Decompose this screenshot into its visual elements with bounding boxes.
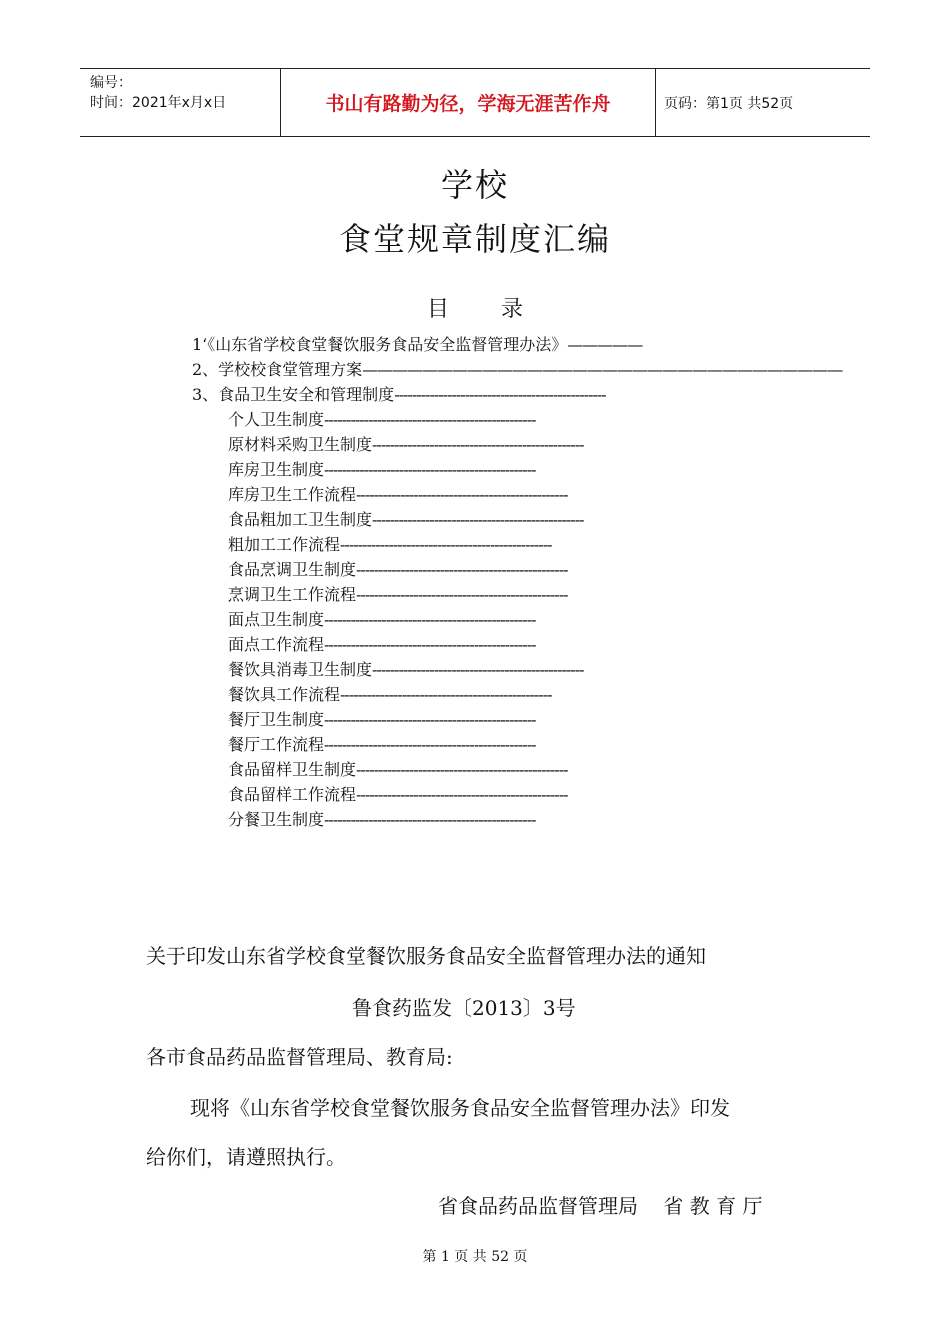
toc-item-leader: ------------------------------------------------ (372, 510, 584, 529)
toc-item[interactable] (228, 558, 762, 582)
toc-item[interactable] (228, 758, 754, 782)
toc-item[interactable] (228, 508, 762, 532)
toc-item-label: 库房卫生制度 (228, 460, 325, 479)
toc-item-label: 2、学校校食堂管理方案 (192, 360, 363, 379)
toc-item-label: 烹调卫生工作流程 (228, 585, 357, 604)
toc-item-label: 3、食品卫生安全和管理制度 (192, 385, 395, 404)
toc-item[interactable] (228, 433, 762, 457)
toc-item[interactable] (228, 808, 754, 832)
toc-item-leader: ------------------------------------------------ (372, 660, 584, 679)
toc-item-leader: ------------------------------------------------ (324, 710, 536, 729)
toc-item[interactable] (228, 408, 762, 432)
toc-item-leader: ------------------------------------------------ (340, 535, 552, 554)
toc-item-leader: ————— (567, 335, 643, 354)
page-footer: 第 1 页 共 52 页 (422, 1249, 528, 1265)
toc-item-label: 库房卫生工作流程 (228, 485, 357, 504)
toc-item[interactable] (228, 708, 754, 732)
toc-item-label: 粗加工工作流程 (228, 535, 341, 554)
notice-recipients: 各市食品药品监督管理局、教育局: (146, 1045, 453, 1069)
toc-item[interactable] (228, 458, 762, 482)
document-date: 时间：2021年x月x日 (90, 95, 227, 111)
toc-item[interactable] (192, 383, 768, 407)
toc-item[interactable] (228, 783, 754, 807)
toc-item-leader: ------------------------------------------------ (324, 635, 536, 654)
toc-item[interactable] (228, 633, 754, 657)
notice-body-line1: 现将《山东省学校食堂餐饮服务食品安全监督管理办法》印发 (190, 1096, 730, 1120)
document-title-line2: 食堂规章制度汇编 (338, 220, 611, 258)
toc-item-label: 食品留样工作流程 (228, 785, 357, 804)
header-meta (80, 69, 280, 136)
toc-item[interactable] (228, 608, 754, 632)
toc-item-label: 分餐卫生制度 (228, 810, 325, 829)
toc-item-label: 餐厅工作流程 (228, 735, 325, 754)
notice-title: 关于印发山东省学校食堂餐饮服务食品安全监督管理办法的通知 (146, 944, 706, 968)
toc-item[interactable] (228, 658, 754, 682)
toc-item-leader: ------------------------------------------------ (372, 435, 584, 454)
toc-item-leader: ------------------------------------------------ (324, 810, 536, 829)
notice-doc-number: 鲁食药监发〔2013〕3号 (352, 996, 576, 1020)
toc-item[interactable] (228, 583, 754, 607)
toc-item[interactable] (192, 358, 843, 382)
toc-item-label: 面点卫生制度 (228, 610, 325, 629)
document-number-label: 编号： (90, 75, 132, 91)
notice-signature: 省食品药品监督管理局 省 教 育 厅 (438, 1194, 763, 1218)
toc-heading: 目录 (426, 297, 575, 322)
toc-item-leader: ------------------------------------------------ (340, 685, 552, 704)
document-title-line1: 学校 (440, 166, 509, 204)
toc-item-leader: ------------------------------------------------ (324, 735, 536, 754)
toc-item-label: 个人卫生制度 (228, 410, 325, 429)
header-page-info: 页码：第1页 共52页 (664, 95, 794, 112)
toc-item-leader: ------------------------------------------------ (394, 385, 606, 404)
toc-item-leader: ———————————————————————————————— (362, 360, 843, 379)
toc-item-leader: ------------------------------------------------ (356, 785, 568, 804)
notice-body-line2: 给你们，请遵照执行。 (146, 1145, 346, 1169)
toc-item[interactable] (228, 483, 762, 507)
toc-item[interactable] (192, 333, 754, 357)
toc-item-label: 食品粗加工卫生制度 (228, 510, 373, 529)
page-header (80, 68, 870, 137)
toc-item[interactable] (228, 533, 762, 557)
toc-item-leader: ------------------------------------------------ (356, 585, 568, 604)
toc-item-label: 餐厅卫生制度 (228, 710, 325, 729)
toc-item-label: 原材料采购卫生制度 (228, 435, 373, 454)
toc-item-label: 食品烹调卫生制度 (228, 560, 357, 579)
toc-item-label: 面点工作流程 (228, 635, 325, 654)
toc-item[interactable] (228, 683, 754, 707)
toc-item-label: 餐饮具工作流程 (228, 685, 341, 704)
header-motto: 书山有路勤为径，学海无涯苦作舟 (280, 69, 656, 136)
toc-item-leader: ------------------------------------------------ (356, 485, 568, 504)
toc-item-leader: ------------------------------------------------ (356, 760, 568, 779)
toc-item-leader: ------------------------------------------------ (356, 560, 568, 579)
toc-item-leader: ------------------------------------------------ (324, 460, 536, 479)
toc-item-label: 1‘《山东省学校食堂餐饮服务食品安全监督管理办法》 (192, 335, 568, 354)
toc-item-leader: ------------------------------------------------ (324, 610, 536, 629)
toc-item[interactable] (228, 733, 754, 757)
toc-item-label: 餐饮具消毒卫生制度 (228, 660, 373, 679)
toc-item-leader: ------------------------------------------------ (324, 410, 536, 429)
toc-item-label: 食品留样卫生制度 (228, 760, 357, 779)
